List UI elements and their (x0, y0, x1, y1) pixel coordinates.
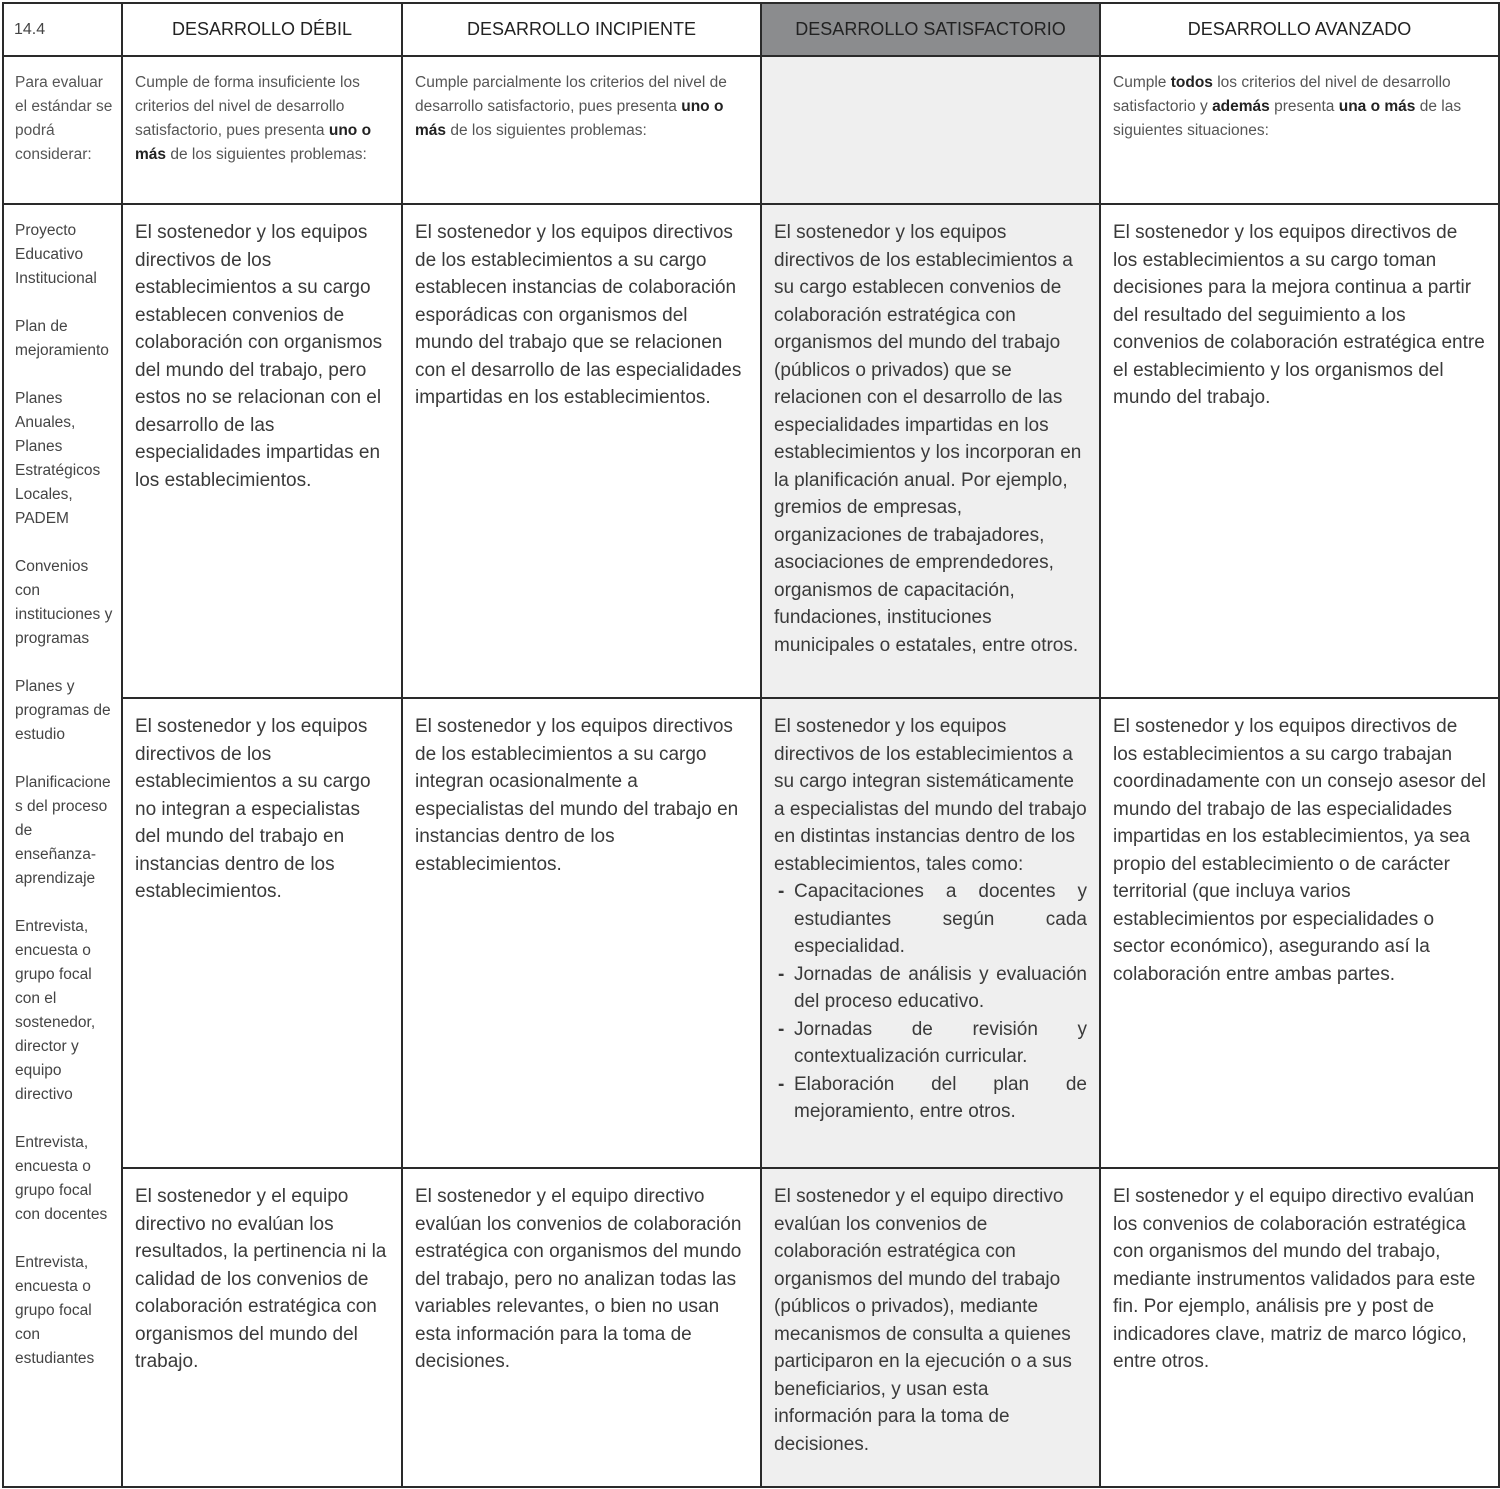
evidence-item: Planes y programas de estudio (15, 678, 111, 743)
header-satisfactorio: DESARROLLO SATISFACTORIO (761, 3, 1100, 56)
intro-evidence: Para evaluar el estándar se podrá considerar: (3, 56, 122, 204)
intro-text: presenta (1269, 98, 1339, 115)
intro-text: de los siguientes problemas: (166, 146, 367, 163)
evidence-item: Proyecto Educativo Institucional (15, 222, 97, 287)
header-avanzado: DESARROLLO AVANZADO (1100, 3, 1499, 56)
cell-incipiente: El sostenedor y los equipos directivos de los establecimientos a su cargo establecen instancias de colaboración esporádicas con organismos del mundo del trabajo que se relacionen con el desarrollo de las especialidades impartidas en los establecimientos. (402, 204, 761, 698)
cell-satisfactorio: El sostenedor y los equipos directivos de los establecimientos a su cargo establecen convenios de colaboración estratégica con organismos del mundo del trabajo (públicos o privados) que se relacionen con el desarrollo de las especialidades impartidas en los establecimientos y los incorporan en la planificación anual. Por ejemplo, gremios de empresas, organizaciones de trabajadores, asociaciones de emprendedores, organismos de capacitación, fundaciones, instituciones municipales o estatales, entre otros. (761, 204, 1100, 698)
cell-incipiente: El sostenedor y el equipo directivo evalúan los convenios de colaboración estratégica con organismos del mundo del trabajo, pero no analizan todas las variables relevantes, o bien no usan esta información para la toma de decisiones. (402, 1168, 761, 1487)
criterion-row-1 (3, 204, 1499, 698)
cell-debil: El sostenedor y los equipos directivos de los establecimientos a su cargo no integran a especialistas del mundo del trabajo en instancias dentro de los establecimientos. (122, 698, 402, 1168)
cell-satisfactorio: El sostenedor y el equipo directivo evalúan los convenios de colaboración estratégica con organismos del mundo del trabajo (públicos o privados), mediante mecanismos de consulta a quienes participaron en la ejecución o a sus beneficiarios, y usan esta información para la toma de decisiones. (761, 1168, 1100, 1487)
emphasis-text: además (1212, 98, 1270, 115)
emphasis-text: todos (1170, 74, 1213, 91)
header-incipiente: DESARROLLO INCIPIENTE (402, 3, 761, 56)
cell-avanzado: El sostenedor y el equipo directivo evalúan los convenios de colaboración estratégica con organismos del mundo del trabajo, mediante instrumentos validados para este fin. Por ejemplo, análisis pre y post de indicadores clave, matriz de marco lógico, entre otros. (1100, 1168, 1499, 1487)
intro-text: de los siguientes problemas: (446, 122, 647, 139)
list-item: - Jornadas de análisis y evaluación del proceso educativo. (774, 961, 1087, 1016)
cell-avanzado: El sostenedor y los equipos directivos de los establecimientos a su cargo toman decisiones para la mejora continua a partir del resultado del seguimiento a los convenios de colaboración estratégica entre el establecimiento y los organismos del mundo del trabajo. (1100, 204, 1499, 698)
intro-text: Cumple de forma insuficiente los criterios del nivel de desarrollo satisfactorio, pues presenta (135, 74, 360, 139)
intro-satisfactorio (761, 56, 1100, 204)
intro-row (3, 56, 1499, 204)
examples-list (774, 878, 1087, 1126)
intro-text: Cumple parcialmente los criterios del nivel de desarrollo satisfactorio, pues presenta (415, 74, 727, 115)
header-debil: DESARROLLO DÉBIL (122, 3, 402, 56)
evidence-item: Entrevista, encuesta o grupo focal con estudiantes (15, 1254, 95, 1367)
evidence-item: Plan de mejoramiento (15, 318, 109, 359)
rubric-table (2, 2, 1500, 1488)
intro-avanzado (1100, 56, 1499, 204)
cell-debil: El sostenedor y los equipos directivos de los establecimientos a su cargo establecen convenios de colaboración con organismos del mundo del trabajo, pero estos no se relacionan con el desarrollo de las especialidades impartidas en los establecimientos. (122, 204, 402, 698)
intro-text: los criterios del nivel de desarrollo satisfactorio y (1113, 74, 1451, 115)
cell-incipiente: El sostenedor y los equipos directivos de los establecimientos a su cargo integran ocasionalmente a especialistas del mundo del trabajo en instancias dentro de los establecimientos. (402, 698, 761, 1168)
emphasis-text: uno o más (135, 122, 372, 163)
evidence-item: Planes Anuales, Planes Estratégicos Locales, PADEM (15, 390, 101, 527)
standard-code: 14.4 (3, 3, 122, 56)
evidence-item: Entrevista, encuesta o grupo focal con docentes (15, 1134, 108, 1223)
header-row (3, 3, 1499, 56)
cell-debil: El sostenedor y el equipo directivo no evalúan los resultados, la pertinencia ni la calidad de los convenios de colaboración estratégica con organismos del mundo del trabajo. (122, 1168, 402, 1487)
evidence-item: Convenios con instituciones y programas (15, 558, 113, 647)
cell-satisfactorio (761, 698, 1100, 1168)
intro-incipiente (402, 56, 761, 204)
intro-debil (122, 56, 402, 204)
evidence-item: Planificaciones del proceso de enseñanza-aprendizaje (15, 774, 111, 887)
list-item: - Capacitaciones a docentes y estudiantes según cada especialidad. (774, 878, 1087, 961)
criterion-row-2 (3, 698, 1499, 1168)
cell-satisfactorio-text: El sostenedor y los equipos directivos de los establecimientos a su cargo integran sistemáticamente a especialistas del mundo del trabajo en distintas instancias dentro de los establecimientos, tales como: (774, 716, 1087, 875)
list-item: - Jornadas de revisión y contextualización curricular. (774, 1016, 1087, 1071)
evidence-list (3, 204, 122, 1487)
emphasis-text: uno o más (415, 98, 724, 139)
intro-text: Cumple (1113, 74, 1171, 91)
list-item: - Elaboración del plan de mejoramiento, entre otros. (774, 1071, 1087, 1126)
criterion-row-3 (3, 1168, 1499, 1487)
emphasis-text: una o más (1338, 98, 1416, 115)
cell-avanzado: El sostenedor y los equipos directivos de los establecimientos a su cargo trabajan coordinadamente con un consejo asesor del mundo del trabajo de las especialidades impartidas en los establecimientos, ya sea propio del establecimiento o de carácter territorial (que incluya varios establecimientos por especialidades o sector económico), asegurando así la colaboración entre ambas partes. (1100, 698, 1499, 1168)
evidence-item: Entrevista, encuesta o grupo focal con el sostenedor, director y equipo directivo (15, 918, 96, 1103)
intro-text: de las siguientes situaciones: (1113, 98, 1462, 139)
